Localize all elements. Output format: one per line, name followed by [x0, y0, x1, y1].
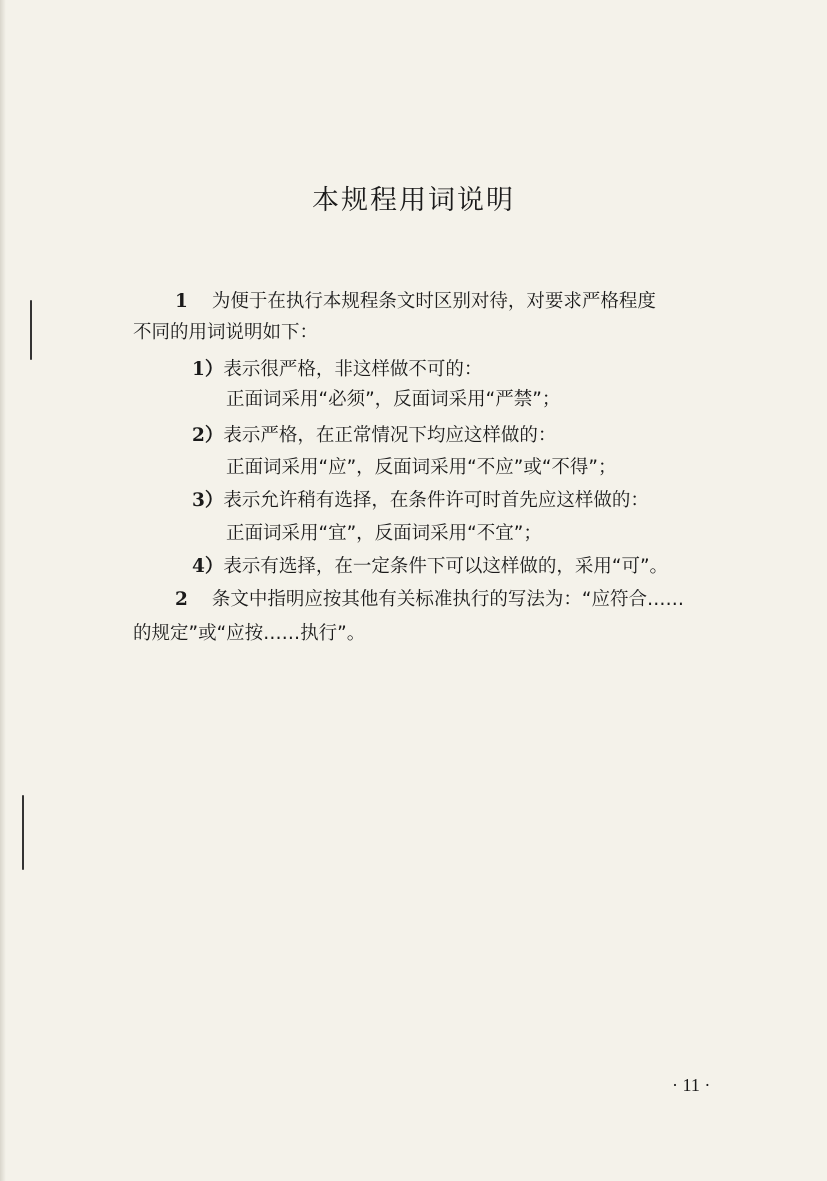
sub-item-4	[192, 552, 668, 578]
item-2-line-1	[175, 585, 684, 611]
sub-item-3-text: 表示允许稍有选择，在条件许可时首先应这样做的：	[223, 490, 649, 511]
item-1-text: 为便于在执行本规程条文时区别对待，对要求严格程度	[211, 291, 656, 312]
item-2-line-2: 的规定”或“应按……执行”。	[133, 623, 366, 644]
sub-item-1-number: 1）	[192, 359, 224, 380]
sub-item-1	[192, 355, 482, 381]
sub-item-3-number: 3）	[192, 490, 224, 511]
sub-item-1-text: 表示很严格，非这样做不可的：	[223, 359, 483, 380]
sub-item-2-number: 2）	[192, 425, 224, 446]
sub-item-4-number: 4）	[192, 556, 224, 577]
sub-item-2-text: 表示严格，在正常情况下均应这样做的：	[223, 425, 557, 446]
sub-item-1-detail: 正面词采用“必须”，反面词采用“严禁”；	[226, 389, 561, 410]
sub-item-2-detail: 正面词采用“应”，反面词采用“不应”或“不得”；	[226, 457, 617, 478]
sub-item-2	[192, 421, 556, 447]
sub-item-3	[192, 486, 649, 512]
binding-mark-top	[30, 300, 32, 360]
item-2-number: 2	[175, 589, 188, 610]
binding-mark-bottom	[22, 795, 24, 870]
sub-item-3-detail: 正面词采用“宜”，反面词采用“不宜”；	[226, 523, 542, 544]
item-1-number: 1	[175, 291, 188, 312]
page-title: 本规程用词说明	[312, 185, 515, 216]
item-2-text: 条文中指明应按其他有关标准执行的写法为：“应符合……	[211, 589, 684, 610]
sub-item-4-text: 表示有选择，在一定条件下可以这样做的，采用“可”。	[223, 556, 669, 577]
item-1-line-1	[175, 287, 656, 313]
item-1-line-2: 不同的用词说明如下：	[133, 322, 319, 343]
page-number: · 11 ·	[672, 1075, 711, 1095]
